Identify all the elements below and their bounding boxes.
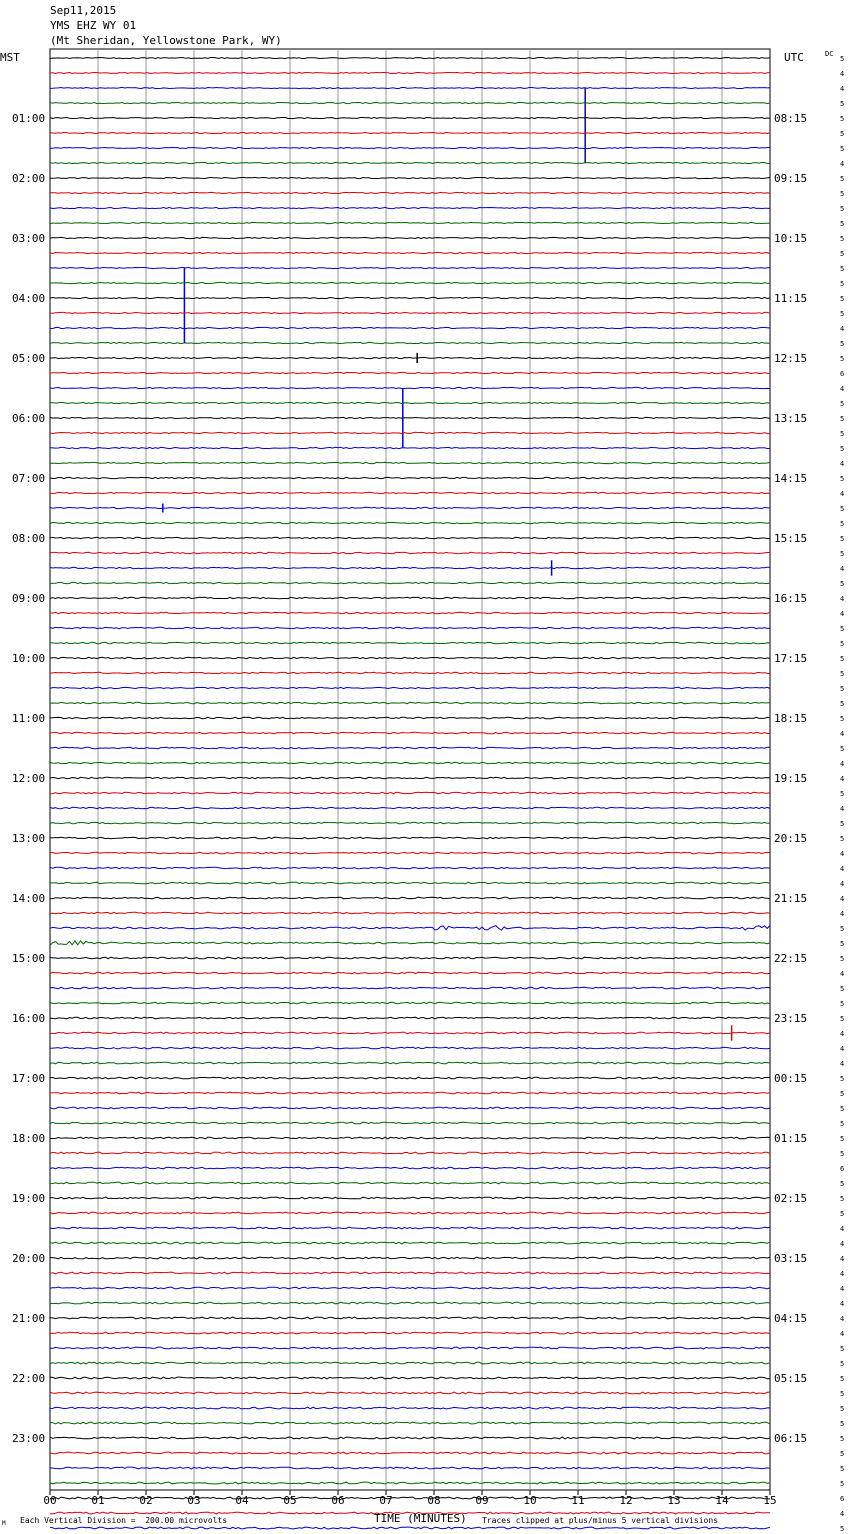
x-tick-label: 11 (571, 1494, 585, 1507)
trace-line (50, 252, 770, 253)
dc-offset-label: 5 (840, 580, 845, 588)
right-hour-label: 22:15 (774, 952, 808, 965)
dc-offset-label: 4 (840, 1270, 845, 1278)
seismic-traces (50, 58, 770, 1534)
left-hour-label: 18:00 (12, 1132, 46, 1145)
x-tick-label: 04 (235, 1494, 249, 1507)
dc-offset-label: 5 (840, 1105, 845, 1113)
trace-line (50, 987, 770, 989)
trace-line (50, 207, 770, 208)
x-tick-label: 02 (139, 1494, 153, 1507)
trace-line (50, 957, 770, 959)
left-hour-label: 17:00 (12, 1072, 46, 1085)
right-hour-label: 04:15 (774, 1312, 808, 1325)
trace-line (50, 852, 770, 854)
dc-offset-label: 5 (840, 205, 845, 213)
trace-line (50, 672, 770, 673)
trace-line (50, 117, 770, 118)
left-hour-label: 14:00 (12, 892, 46, 905)
trace-line (50, 507, 770, 508)
trace-line (50, 492, 770, 493)
dc-offset-label: 5 (840, 955, 845, 963)
dc-offset-label: 5 (840, 445, 845, 453)
right-hour-label: 10:15 (774, 232, 808, 245)
trace-line (50, 1017, 770, 1019)
trace-line (50, 58, 770, 59)
trace-line (50, 687, 770, 688)
left-hour-label: 03:00 (12, 232, 46, 245)
dc-offset-label: 5 (840, 625, 845, 633)
trace-line (50, 417, 770, 418)
trace-line (50, 1152, 770, 1154)
dc-offset-label: 4 (840, 1255, 845, 1263)
x-tick-label: 09 (475, 1494, 489, 1507)
trace-line (50, 432, 770, 433)
dc-offset-label: 5 (840, 550, 845, 558)
trace-line (50, 1497, 770, 1499)
trace-line (50, 102, 770, 103)
trace-line (50, 1407, 770, 1409)
dc-offset-label: 5 (840, 175, 845, 183)
dc-offset-label: 5 (840, 1180, 845, 1188)
trace-line (50, 582, 770, 583)
dc-offset-label: 5 (840, 535, 845, 543)
trace-line (50, 177, 770, 178)
dc-offset-label: 4 (840, 865, 845, 873)
trace-line (50, 1527, 770, 1529)
trace-line (50, 1107, 770, 1109)
dc-offset-label: 4 (840, 610, 845, 618)
dc-offset-label: 5 (840, 1360, 845, 1368)
trace-line (50, 1272, 770, 1274)
trace-line (50, 1287, 770, 1289)
dc-offset-label: 4 (840, 910, 845, 918)
trace-line (50, 522, 770, 523)
x-tick-label: 06 (331, 1494, 345, 1507)
dc-offset-label: 5 (840, 430, 845, 438)
dc-offset-label: 5 (840, 1525, 845, 1533)
trace-line (50, 297, 770, 298)
dc-offset-label: 5 (840, 145, 845, 153)
right-hour-label: 05:15 (774, 1372, 808, 1385)
right-hour-label: 21:15 (774, 892, 808, 905)
dc-offset-label: 6 (840, 1495, 845, 1503)
trace-line (50, 912, 770, 914)
dc-offset-label: 5 (840, 310, 845, 318)
dc-offset-label: 5 (840, 355, 845, 363)
right-hour-label: 12:15 (774, 352, 808, 365)
trace-line (50, 222, 770, 223)
dc-offset-label: 5 (840, 400, 845, 408)
dc-offset-label: 5 (840, 55, 845, 63)
dc-offset-label: 4 (840, 805, 845, 813)
dc-offset-label: 5 (840, 340, 845, 348)
dc-offset-label: 4 (840, 1315, 845, 1323)
left-hour-label: 13:00 (12, 832, 46, 845)
dc-offset-label: 5 (840, 100, 845, 108)
dc-offset-label: 5 (840, 295, 845, 303)
dc-offset-label: 4 (840, 880, 845, 888)
dc-offset-label: 5 (840, 835, 845, 843)
left-hour-label: 12:00 (12, 772, 46, 785)
trace-line (50, 447, 770, 448)
dc-offset-label: 5 (840, 985, 845, 993)
dc-offset-label: 5 (840, 115, 845, 123)
trace-line (50, 642, 770, 643)
right-hour-label: 08:15 (774, 112, 808, 125)
left-hour-label: 02:00 (12, 172, 46, 185)
left-hour-label: 15:00 (12, 952, 46, 965)
station-location: (Mt Sheridan, Yellowstone Park, WY) (50, 34, 282, 47)
dc-offset-label: 4 (840, 1030, 845, 1038)
dc-offset-label: 5 (840, 1075, 845, 1083)
right-hour-label: 19:15 (774, 772, 808, 785)
trace-line (50, 387, 770, 388)
dc-offset-label: 5 (840, 640, 845, 648)
trace-line (50, 1362, 770, 1364)
trace-line (50, 372, 770, 373)
dc-offset-label: 5 (840, 1420, 845, 1428)
trace-line (50, 552, 770, 553)
trace-line (50, 657, 770, 658)
trace-line (50, 537, 770, 538)
dc-offset-label: 5 (840, 250, 845, 258)
trace-line (50, 597, 770, 598)
trace-line (50, 1437, 770, 1439)
trace-line (50, 1167, 770, 1169)
dc-offset-label: 5 (840, 520, 845, 528)
x-tick-label: 03 (187, 1494, 201, 1507)
trace-line (50, 72, 770, 73)
dc-offset-label: 5 (840, 235, 845, 243)
trace-line (50, 282, 770, 283)
dc-offset-label: 5 (840, 1405, 845, 1413)
trace-line (50, 807, 770, 808)
trace-line (50, 312, 770, 313)
trace-line (50, 1377, 770, 1379)
dc-offset-label: 5 (840, 1375, 845, 1383)
trace-line (50, 1242, 770, 1244)
right-hour-label: 11:15 (774, 292, 808, 305)
dc-offset-label: 4 (840, 1300, 845, 1308)
minute-grid (50, 49, 770, 1495)
dc-offset-label: 5 (840, 475, 845, 483)
dc-offset-label: 5 (840, 1000, 845, 1008)
trace-line (50, 777, 770, 778)
trace-line (50, 882, 770, 884)
right-hour-label: 23:15 (774, 1012, 808, 1025)
trace-line (50, 1137, 770, 1139)
trace-line (50, 1002, 770, 1004)
dc-offset-label: 5 (840, 415, 845, 423)
dc-offset-label: 4 (840, 565, 845, 573)
dc-offset-label: 4 (840, 775, 845, 783)
dc-offset-label: 5 (840, 1345, 845, 1353)
left-hour-label: 10:00 (12, 652, 46, 665)
dc-offset-label: 5 (840, 1435, 845, 1443)
left-hour-label: 20:00 (12, 1252, 46, 1265)
left-hour-label: 19:00 (12, 1192, 46, 1205)
dc-offset-label: 4 (840, 1225, 845, 1233)
x-tick-label: 08 (427, 1494, 441, 1507)
trace-line (50, 1062, 770, 1064)
dc-offset-label: 5 (840, 670, 845, 678)
x-tick-label: 13 (667, 1494, 681, 1507)
trace-line (50, 612, 770, 613)
dc-offset-label: 4 (840, 385, 845, 393)
dc-offset-label: 6 (840, 370, 845, 378)
dc-offset-label: 4 (840, 325, 845, 333)
trace-line (50, 1197, 770, 1199)
right-hour-label: 03:15 (774, 1252, 808, 1265)
dc-label: DC (825, 50, 834, 58)
trace-line (50, 87, 770, 88)
corner-mark: M (2, 1520, 6, 1527)
x-tick-label: 10 (523, 1494, 537, 1507)
trace-line (50, 1422, 770, 1424)
dc-offset-label: 4 (840, 1045, 845, 1053)
dc-offset-label: 4 (840, 1240, 845, 1248)
left-hour-label: 05:00 (12, 352, 46, 365)
dc-offset-label: 5 (840, 190, 845, 198)
right-timezone-label: UTC (784, 51, 804, 64)
left-hour-label: 11:00 (12, 712, 46, 725)
trace-line (50, 1047, 770, 1049)
right-hour-label: 00:15 (774, 1072, 808, 1085)
dc-offset-label: 4 (840, 970, 845, 978)
dc-offset-label: 6 (840, 1165, 845, 1173)
dc-offset-label: 4 (840, 1510, 845, 1518)
dc-offset-label: 4 (840, 460, 845, 468)
clip-note: Traces clipped at plus/minus 5 vertical divisions (482, 1516, 719, 1525)
right-hour-label: 20:15 (774, 832, 808, 845)
x-tick-label: 15 (763, 1494, 777, 1507)
trace-line (50, 147, 770, 148)
scale-note: Each Vertical Division = 200.00 microvolts (20, 1516, 228, 1525)
left-hour-label: 09:00 (12, 592, 46, 605)
dc-offset-label: 4 (840, 85, 845, 93)
trace-line (50, 1077, 770, 1079)
trace-line (50, 402, 770, 403)
trace-line (50, 327, 770, 328)
trace-line (50, 162, 770, 163)
dc-offset-label: 5 (840, 940, 845, 948)
trace-line (50, 1452, 770, 1454)
left-hour-label: 04:00 (12, 292, 46, 305)
trace-line (50, 477, 770, 478)
trace-line (50, 822, 770, 824)
trace-line (50, 732, 770, 733)
dc-offset-label: 4 (840, 895, 845, 903)
x-tick-label: 14 (715, 1494, 729, 1507)
dc-offset-label: 5 (840, 1090, 845, 1098)
dc-offset-label: 4 (840, 1285, 845, 1293)
dc-offset-label: 5 (840, 700, 845, 708)
left-hour-label: 23:00 (12, 1432, 46, 1445)
dc-offset-label: 4 (840, 490, 845, 498)
trace-line (50, 567, 770, 568)
left-hour-label: 16:00 (12, 1012, 46, 1025)
right-hour-label: 16:15 (774, 592, 808, 605)
dc-offset-label: 4 (840, 70, 845, 78)
dc-offset-label: 4 (840, 1060, 845, 1068)
dc-offset-label: 5 (840, 1015, 845, 1023)
left-hour-label: 06:00 (12, 412, 46, 425)
dc-offset-label: 5 (840, 130, 845, 138)
right-hour-label: 15:15 (774, 532, 808, 545)
dc-offset-label: 5 (840, 925, 845, 933)
dc-offset-label: 5 (840, 1480, 845, 1488)
trace-line (50, 1392, 770, 1394)
trace-line (50, 1347, 770, 1349)
x-tick-label: 01 (91, 1494, 105, 1507)
x-tick-label: 07 (379, 1494, 393, 1507)
trace-line (50, 702, 770, 703)
trace-line (50, 1032, 770, 1034)
trace-line (50, 837, 770, 839)
dc-offset-label: 4 (840, 760, 845, 768)
right-hour-label: 13:15 (774, 412, 808, 425)
trace-line (50, 972, 770, 974)
dc-offset-label: 5 (840, 1210, 845, 1218)
trace-line (50, 747, 770, 748)
trace-line (50, 1467, 770, 1469)
dc-offset-label: 5 (840, 820, 845, 828)
dc-offset-label: 4 (840, 160, 845, 168)
right-hour-label: 17:15 (774, 652, 808, 665)
trace-line (50, 462, 770, 463)
trace-line (50, 1257, 770, 1259)
trace-line (50, 1122, 770, 1124)
dc-offset-label: 5 (840, 1465, 845, 1473)
trace-line (50, 941, 770, 946)
trace-line (50, 267, 770, 268)
dc-offset-label: 5 (840, 505, 845, 513)
trace-line (50, 237, 770, 238)
right-hour-label: 18:15 (774, 712, 808, 725)
dc-offset-label: 5 (840, 790, 845, 798)
trace-line (50, 192, 770, 193)
dc-offset-label: 5 (840, 220, 845, 228)
dc-offset-label: 5 (840, 280, 845, 288)
dc-offset-label: 5 (840, 1195, 845, 1203)
trace-line (50, 717, 770, 718)
dc-offset-label: 5 (840, 1450, 845, 1458)
right-hour-label: 06:15 (774, 1432, 808, 1445)
right-hour-label: 14:15 (774, 472, 808, 485)
right-hour-label: 09:15 (774, 172, 808, 185)
dc-offset-label: 5 (840, 1135, 845, 1143)
trace-line (50, 132, 770, 133)
x-tick-label: 05 (283, 1494, 297, 1507)
trace-line (50, 1317, 770, 1319)
left-hour-label: 22:00 (12, 1372, 46, 1385)
left-hour-label: 07:00 (12, 472, 46, 485)
trace-line (50, 762, 770, 763)
trace-line (50, 867, 770, 869)
right-hour-label: 02:15 (774, 1192, 808, 1205)
dc-offset-label: 4 (840, 730, 845, 738)
plot-date: Sep11,2015 (50, 4, 117, 17)
trace-line (50, 1212, 770, 1214)
x-axis-title: TIME (MINUTES) (374, 1512, 467, 1525)
trace-line (50, 897, 770, 899)
dc-offset-label: 5 (840, 1390, 845, 1398)
trace-line (50, 1182, 770, 1184)
dc-offset-label: 4 (840, 1330, 845, 1338)
right-hour-label: 01:15 (774, 1132, 808, 1145)
plot-frame (50, 49, 770, 1490)
trace-line (50, 357, 770, 358)
trace-line (50, 1092, 770, 1094)
left-timezone-label: MST (0, 51, 20, 64)
trace-line (50, 1227, 770, 1229)
trace-line (50, 926, 770, 931)
dc-offset-label: 4 (840, 595, 845, 603)
left-hour-label: 08:00 (12, 532, 46, 545)
dc-offset-label: 5 (840, 745, 845, 753)
dc-offset-label: 5 (840, 655, 845, 663)
trace-line (50, 1482, 770, 1484)
dc-offset-label: 5 (840, 685, 845, 693)
x-tick-label: 00 (43, 1494, 57, 1507)
dc-offset-label: 5 (840, 715, 845, 723)
trace-line (50, 792, 770, 793)
trace-line (50, 342, 770, 343)
left-hour-label: 01:00 (12, 112, 46, 125)
dc-offset-label: 5 (840, 1120, 845, 1128)
station-name: YMS EHZ WY 01 (50, 19, 137, 32)
x-tick-label: 12 (619, 1494, 633, 1507)
left-hour-label: 21:00 (12, 1312, 46, 1325)
dc-offset-label: 5 (840, 265, 845, 273)
trace-line (50, 627, 770, 628)
trace-line (50, 1302, 770, 1304)
trace-line (50, 1332, 770, 1334)
dc-offset-label: 4 (840, 850, 845, 858)
dc-offset-label: 5 (840, 1150, 845, 1158)
